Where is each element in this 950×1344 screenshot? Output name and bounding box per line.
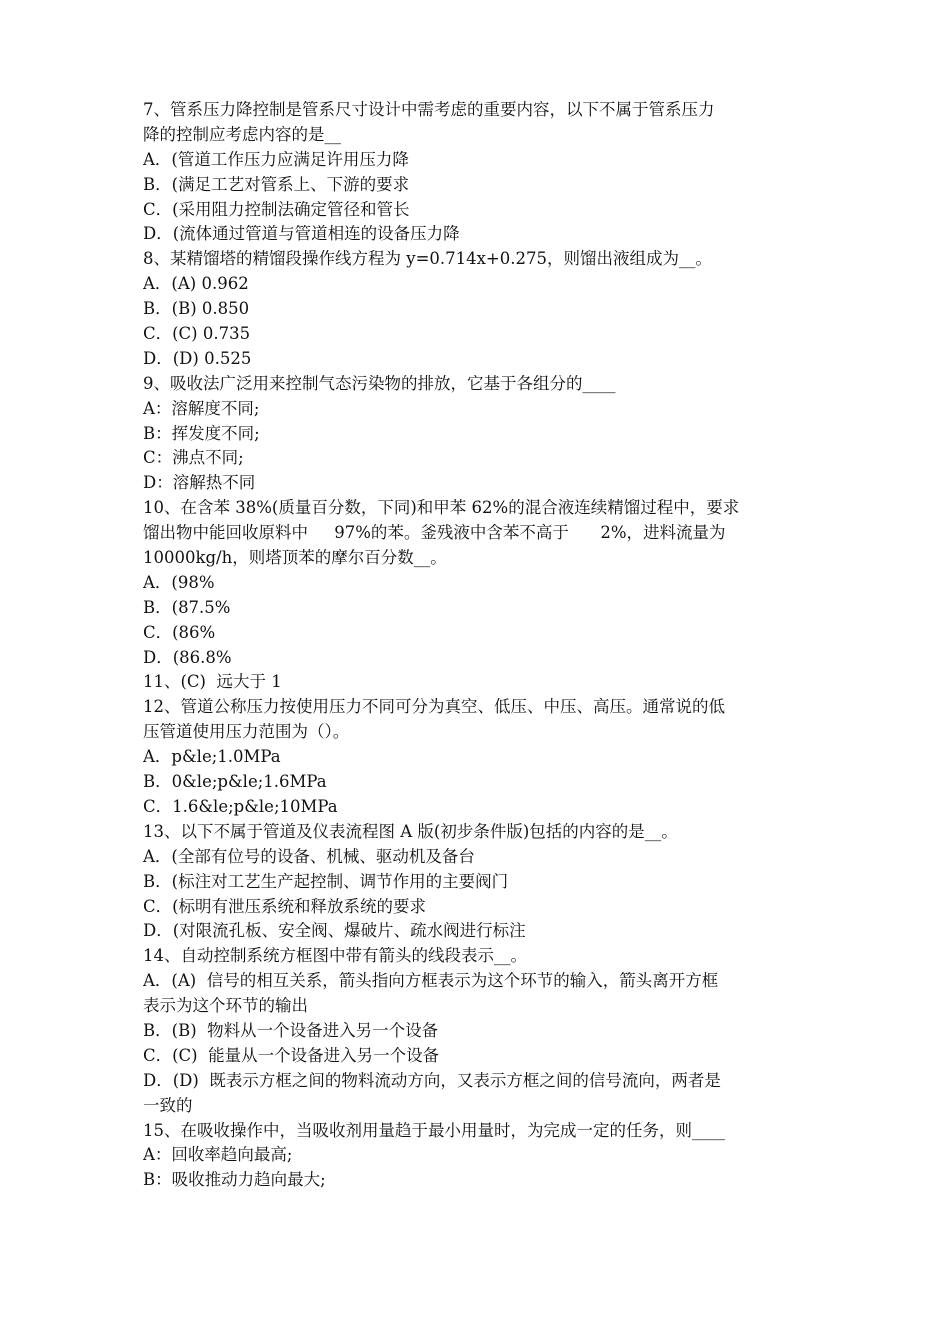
text-line: D．(D) 既表示方框之间的物料流动方向，又表示方框之间的信号流向，两者是 <box>143 1070 721 1090</box>
text-line: B．(满足工艺对管系上、下游的要求 <box>143 174 410 194</box>
text-line: C．(采用阻力控制法确定管径和管长 <box>143 199 410 219</box>
text-line: B．(B) 0.850 <box>143 299 250 319</box>
text-line: 一致的 <box>143 1095 193 1115</box>
text-line: A．(98% <box>143 572 215 592</box>
text-line: B．(B) 物料从一个设备进入另一个设备 <box>143 1020 439 1040</box>
text-line: D．(86.8% <box>143 647 232 667</box>
text-line: 表示为这个环节的输出 <box>143 996 308 1016</box>
text-line: A．(管道工作压力应满足许用压力降 <box>143 149 409 169</box>
text-line: 8、某精馏塔的精馏段操作线方程为 y=0.714x+0.275，则馏出液组成为__。 <box>143 249 712 269</box>
text-line: B．(标注对工艺生产起控制、调节作用的主要阀门 <box>143 871 509 891</box>
text-line: 9、吸收法广泛用来控制气态污染物的排放，它基于各组分的____ <box>143 373 616 393</box>
text-line: A．(A) 信号的相互关系，箭头指向方框表示为这个环节的输入，箭头离开方框 <box>143 971 719 991</box>
text-line: 11、(C) 远大于 1 <box>143 672 282 692</box>
text-line: C：沸点不同; <box>143 448 244 468</box>
text-line: C．(C) 0.735 <box>143 324 251 344</box>
text-line: C．(86% <box>143 622 216 642</box>
text-line: 10、在含苯 38%(质量百分数，下同)和甲苯 62%的混合液连续精馏过程中，要求 <box>143 498 740 518</box>
text-line: D：溶解热不同 <box>143 473 256 493</box>
text-line: 10000kg/h，则塔顶苯的摩尔百分数__。 <box>143 548 447 568</box>
text-line: A．p&le;1.0MPa <box>143 747 281 767</box>
text-line: B．0&le;p&le;1.6MPa <box>143 772 327 792</box>
text-line: A．(A) 0.962 <box>143 274 249 294</box>
document-body <box>143 98 823 1193</box>
text-line: A：回收率趋向最高; <box>143 1145 293 1165</box>
text-line: B：挥发度不同; <box>143 423 260 443</box>
text-line: D．(流体通过管道与管道相连的设备压力降 <box>143 224 460 244</box>
text-line: C．(标明有泄压系统和释放系统的要求 <box>143 896 427 916</box>
text-line: B．(87.5% <box>143 597 231 617</box>
text-line: D．(对限流孔板、安全阀、爆破片、疏水阀进行标注 <box>143 921 526 941</box>
text-line: D．(D) 0.525 <box>143 348 252 368</box>
text-line: A．(全部有位号的设备、机械、驱动机及备台 <box>143 846 475 866</box>
text-line: A：溶解度不同; <box>143 398 260 418</box>
text-line: B：吸收推动力趋向最大; <box>143 1170 326 1190</box>
text-line: C．(C) 能量从一个设备进入另一个设备 <box>143 1045 440 1065</box>
text-line: 12、管道公称压力按使用压力不同可分为真空、低压、中压、高压。通常说的低 <box>143 697 725 717</box>
text-line: 14、自动控制系统方框图中带有箭头的线段表示__。 <box>143 946 527 966</box>
text-line: 7、管系压力降控制是管系尺寸设计中需考虑的重要内容，以下不属于管系压力 <box>143 100 715 119</box>
text-line: C．1.6&le;p&le;10MPa <box>143 796 338 816</box>
text-line: 降的控制应考虑内容的是__ <box>143 124 341 144</box>
text-line: 13、以下不属于管道及仪表流程图 A 版(初步条件版)包括的内容的是__。 <box>143 821 678 841</box>
text-line: 压管道使用压力范围为（）。 <box>143 722 350 742</box>
text-line: 馏出物中能回收原料中 97%的苯。釜残液中含苯不高于 2%，进料流量为 <box>143 523 726 543</box>
text-line: 15、在吸收操作中，当吸收剂用量趋于最小用量时，为完成一定的任务，则____ <box>143 1120 725 1140</box>
